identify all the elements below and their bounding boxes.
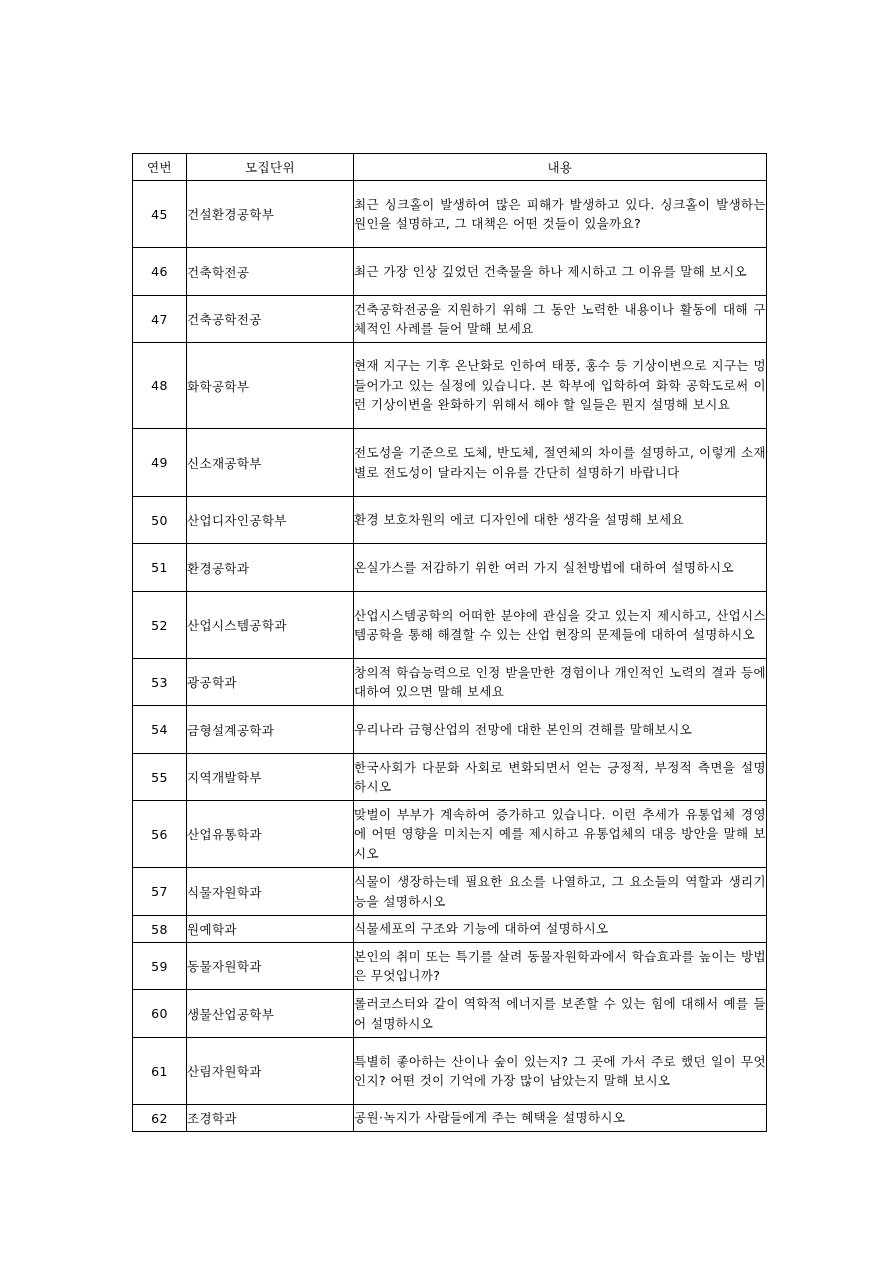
table-row: [133, 868, 767, 916]
row-content: 맞벌이 부부가 계속하여 증가하고 있습니다. 이런 추세가 유통업체 경영에 어떤 영향을 미치는지 예를 제시하고 유통업체의 대응 방안을 말해 보시오: [354, 801, 767, 868]
table-header: [133, 154, 767, 181]
row-content: 식물이 생장하는데 필요한 요소를 나열하고, 그 요소들의 역할과 생리기능을 설명하시오: [354, 868, 767, 916]
row-unit: 광공학과: [187, 659, 354, 706]
row-unit: 금형설계공학과: [187, 706, 354, 754]
row-content: 전도성을 기준으로 도체, 반도체, 절연체의 차이를 설명하고, 이렇게 소재별로 전도성이 달라지는 이유를 간단히 설명하기 바랍니다: [354, 429, 767, 497]
row-content: 창의적 학습능력으로 인정 받을만한 경험이나 개인적인 노력의 결과 등에 대하여 있으면 말해 보세요: [354, 659, 767, 706]
table-row: [133, 296, 767, 343]
header-no: 연번: [133, 154, 187, 181]
row-number: 62: [133, 1105, 187, 1132]
row-unit: 생물산업공학부: [187, 990, 354, 1038]
row-number: 59: [133, 943, 187, 990]
row-unit: 산업시스템공학과: [187, 592, 354, 659]
row-unit: 산림자원학과: [187, 1038, 354, 1105]
row-number: 60: [133, 990, 187, 1038]
row-number: 52: [133, 592, 187, 659]
row-content: 본인의 취미 또는 특기를 살려 동물자원학과에서 학습효과를 높이는 방법은 무엇입니까?: [354, 943, 767, 990]
row-content: 식물세포의 구조와 기능에 대하여 설명하시오: [354, 916, 767, 943]
row-number: 49: [133, 429, 187, 497]
table-row: [133, 544, 767, 592]
row-number: 51: [133, 544, 187, 592]
table-body: [133, 181, 767, 1132]
table-row: [133, 754, 767, 801]
row-number: 45: [133, 181, 187, 248]
row-content: 현재 지구는 기후 온난화로 인하여 태풍, 홍수 등 기상이변으로 지구는 멍들어가고 있는 실정에 있습니다. 본 학부에 입학하여 화학 공학도로써 이런 기상이변을 완화하기 위해서 해야 할 일들은 뭔지 설명해 보시요: [354, 343, 767, 429]
table-row: [133, 429, 767, 497]
row-number: 46: [133, 248, 187, 296]
row-content: 특별히 좋아하는 산이나 숲이 있는지? 그 곳에 가서 주로 했던 일이 무엇인지? 어떤 것이 기억에 가장 많이 남았는지 말해 보시오: [354, 1038, 767, 1105]
row-unit: 건축학전공: [187, 248, 354, 296]
row-content: 환경 보호차원의 에코 디자인에 대한 생각을 설명해 보세요: [354, 497, 767, 544]
header-unit: 모집단위: [187, 154, 354, 181]
row-unit: 환경공학과: [187, 544, 354, 592]
row-unit: 산업유통학과: [187, 801, 354, 868]
row-number: 55: [133, 754, 187, 801]
row-number: 54: [133, 706, 187, 754]
row-unit: 식물자원학과: [187, 868, 354, 916]
header-row: [133, 154, 767, 181]
table-row: [133, 943, 767, 990]
row-content: 한국사회가 다문화 사회로 변화되면서 얻는 긍정적, 부정적 측면을 설명하시오: [354, 754, 767, 801]
table-row: [133, 248, 767, 296]
table-row: [133, 1105, 767, 1132]
row-unit: 건설환경공학부: [187, 181, 354, 248]
row-unit: 조경학과: [187, 1105, 354, 1132]
row-content: 최근 싱크홀이 발생하여 많은 피해가 발생하고 있다. 싱크홀이 발생하는 원인을 설명하고, 그 대책은 어떤 것들이 있을까요?: [354, 181, 767, 248]
table-row: [133, 659, 767, 706]
row-number: 58: [133, 916, 187, 943]
header-content: 내용: [354, 154, 767, 181]
row-content: 최근 가장 인상 깊었던 건축물을 하나 제시하고 그 이유를 말해 보시오: [354, 248, 767, 296]
row-unit: 동물자원학과: [187, 943, 354, 990]
row-number: 50: [133, 497, 187, 544]
table-row: [133, 181, 767, 248]
row-unit: 지역개발학부: [187, 754, 354, 801]
table-row: [133, 916, 767, 943]
row-number: 47: [133, 296, 187, 343]
table-row: [133, 801, 767, 868]
row-content: 산업시스템공학의 어떠한 분야에 관심을 갖고 있는지 제시하고, 산업시스템공학을 통해 해결할 수 있는 산업 현장의 문제들에 대하여 설명하시오: [354, 592, 767, 659]
table-row: [133, 497, 767, 544]
row-unit: 원예학과: [187, 916, 354, 943]
row-unit: 신소재공학부: [187, 429, 354, 497]
row-content: 온실가스를 저감하기 위한 여러 가지 실천방법에 대하여 설명하시오: [354, 544, 767, 592]
row-unit: 산업디자인공학부: [187, 497, 354, 544]
table-row: [133, 343, 767, 429]
table-row: [133, 990, 767, 1038]
row-unit: 건축공학전공: [187, 296, 354, 343]
row-number: 48: [133, 343, 187, 429]
table-row: [133, 706, 767, 754]
row-unit: 화학공학부: [187, 343, 354, 429]
row-number: 57: [133, 868, 187, 916]
row-content: 우리나라 금형산업의 전망에 대한 본인의 견해를 말해보시오: [354, 706, 767, 754]
table-row: [133, 1038, 767, 1105]
row-number: 61: [133, 1038, 187, 1105]
table-row: [133, 592, 767, 659]
row-content: 건축공학전공을 지원하기 위해 그 동안 노력한 내용이나 활동에 대해 구체적인 사례를 들어 말해 보세요: [354, 296, 767, 343]
interview-questions-table: [132, 153, 767, 1132]
row-number: 53: [133, 659, 187, 706]
row-number: 56: [133, 801, 187, 868]
row-content: 공원·녹지가 사람들에게 주는 혜택을 설명하시오: [354, 1105, 767, 1132]
row-content: 롤러코스터와 같이 역학적 에너지를 보존할 수 있는 힘에 대해서 예를 들어 설명하시오: [354, 990, 767, 1038]
